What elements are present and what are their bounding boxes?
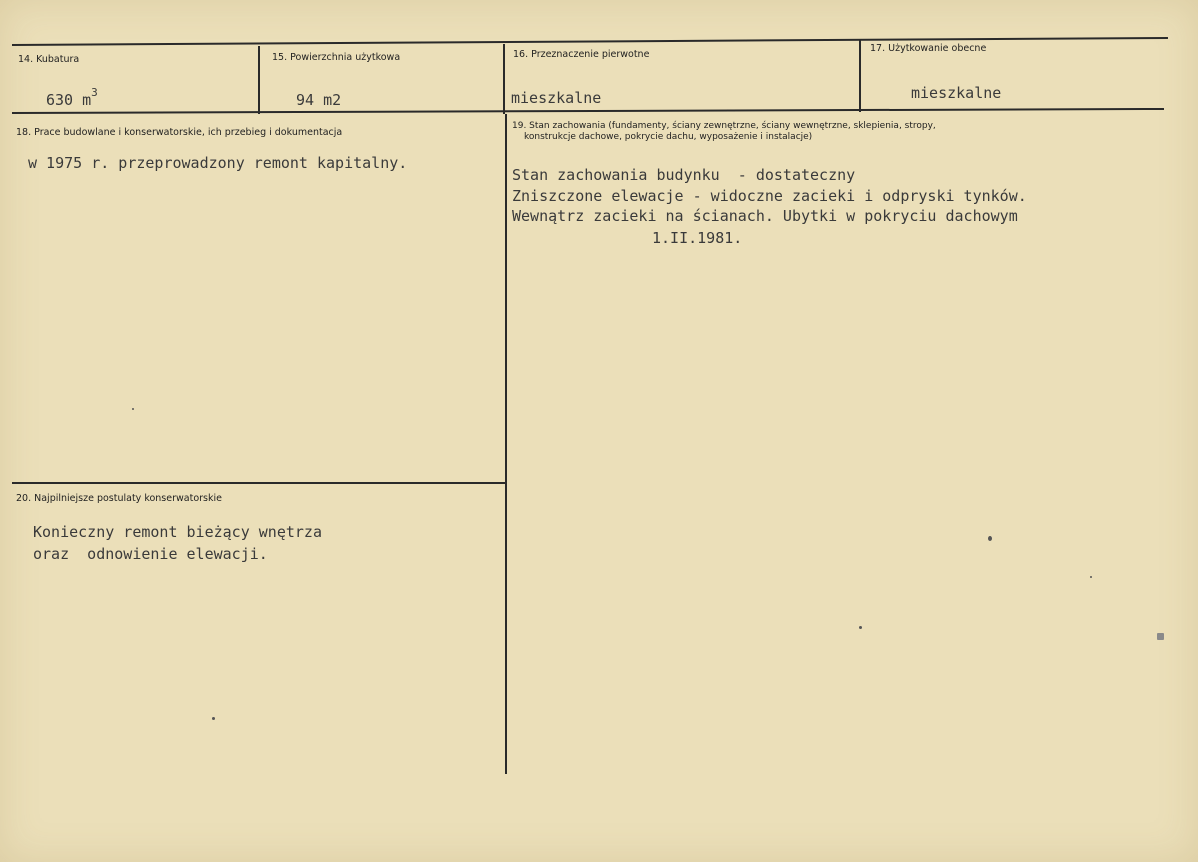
field-20-line-2: oraz odnowienie elewacji.: [33, 545, 268, 563]
paper-speck: [1157, 633, 1164, 640]
field-14-value: [46, 86, 98, 112]
field-20-label: 20. Najpilniejsze postulaty konserwatorskie: [16, 493, 222, 504]
paper-speck: [859, 626, 862, 629]
paper-speck: [1090, 576, 1092, 578]
main-vertical-divider: [505, 114, 507, 774]
field-19-line-3: Wewnątrz zacieki na ścianach. Ubytki w pokryciu dachowym: [512, 207, 1018, 225]
top-border-line: [12, 37, 1168, 46]
divider-14-15: [258, 46, 260, 114]
field-18-value: w 1975 r. przeprowadzony remont kapitalny.: [28, 154, 408, 172]
field-15-label: 15. Powierzchnia użytkowa: [272, 52, 401, 63]
field-17-value: mieszkalne: [911, 84, 1002, 102]
paper-speck: [212, 717, 215, 720]
field-14-label: 14. Kubatura: [18, 54, 80, 65]
field-19-label-line1: 19. Stan zachowania (fundamenty, ściany zewnętrzne, ściany wewnętrzne, sklepienia, stropy,: [512, 121, 936, 131]
divider-16-17: [859, 40, 861, 112]
paper-speck: [988, 536, 992, 541]
field-20-line-1: Konieczny remont bieżący wnętrza: [33, 523, 322, 541]
field-19-line-2: Zniszczone elewacje - widoczne zacieki i odpryski tynków.: [512, 187, 1027, 205]
field-16-value: mieszkalne: [511, 89, 602, 107]
field-17-label: 17. Użytkowanie obecne: [870, 43, 987, 54]
field-15-value: 94 m2: [296, 91, 342, 109]
field-19-line-1: Stan zachowania budynku - dostateczny: [512, 166, 856, 184]
paper-speck: [132, 408, 134, 410]
field-16-label: 16. Przeznaczenie pierwotne: [513, 49, 650, 60]
left-mid-line: [12, 482, 505, 484]
field-14-superscript: 3: [91, 86, 98, 99]
field-19-label-line2: konstrukcje dachowe, pokrycie dachu, wyposażenie i instalacje): [524, 132, 813, 142]
field-14-number: 630 m: [46, 91, 92, 109]
field-19-date: 1.II.1981.: [652, 229, 743, 247]
divider-15-16: [503, 44, 505, 114]
field-18-label: 18. Prace budowlane i konserwatorskie, ich przebieg i dokumentacja: [16, 127, 343, 138]
